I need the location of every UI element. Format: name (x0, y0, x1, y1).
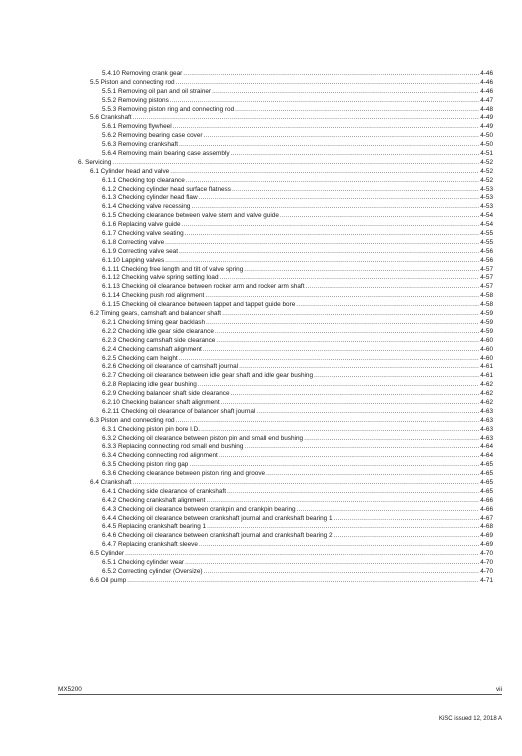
toc-entry[interactable] (78, 319, 493, 328)
toc-leader-dots (179, 141, 479, 150)
toc-entry[interactable] (78, 177, 493, 186)
toc-entry-page: 4-52 (480, 167, 493, 175)
toc-entry-page: 4-63 (480, 407, 493, 415)
toc-leader-dots (199, 541, 479, 550)
toc-leader-dots (185, 230, 479, 239)
toc-entry-title: 6.1.11 Checking free length and tilt of valve spring (102, 265, 244, 273)
toc-entry[interactable] (78, 239, 493, 248)
toc-entry-title: 6.2.5 Checking cam height (102, 354, 178, 362)
toc-entry-title: 6.4.6 Checking oil clearance between crankshaft journal and crankshaft bearing 2 (102, 532, 333, 540)
toc-leader-dots (297, 506, 480, 515)
toc-entry[interactable] (78, 497, 493, 506)
toc-entry[interactable] (78, 141, 493, 150)
toc-entry-title: 6.2.8 Replacing idle gear bushing (102, 381, 197, 389)
toc-entry[interactable] (78, 274, 493, 283)
toc-leader-dots (235, 106, 479, 115)
toc-leader-dots (198, 381, 479, 390)
toc-entry-title: 5.6.1 Removing flywheel (102, 123, 172, 131)
toc-leader-dots (296, 301, 479, 310)
toc-entry[interactable] (78, 79, 493, 88)
toc-entry-title: 6.1.7 Checking valve seating (102, 230, 184, 238)
toc-entry-page: 4-64 (480, 443, 493, 451)
toc-entry-title: 6.1.5 Checking clearance between valve stem and valve guide (102, 212, 279, 220)
toc-entry[interactable] (78, 435, 493, 444)
toc-leader-dots (227, 488, 479, 497)
toc-entry-page: 4-62 (480, 381, 493, 389)
toc-entry-title: 6.3.2 Checking oil clearance between piston pin and small end bushing (102, 434, 304, 442)
toc-leader-dots (191, 203, 479, 212)
toc-entry[interactable] (78, 515, 493, 524)
toc-leader-dots (133, 479, 480, 488)
toc-entry-page: 4-54 (480, 212, 493, 220)
toc-entry[interactable] (78, 123, 493, 132)
table-of-contents (78, 70, 493, 586)
toc-entry[interactable] (78, 168, 493, 177)
toc-entry[interactable] (78, 132, 493, 141)
toc-entry[interactable] (78, 301, 493, 310)
toc-entry[interactable] (78, 523, 493, 532)
toc-entry-page: 4-60 (480, 336, 493, 344)
toc-leader-dots (305, 283, 479, 292)
toc-entry[interactable] (78, 355, 493, 364)
toc-leader-dots (221, 399, 480, 408)
toc-entry-title: 5.5.2 Removing pistons (102, 96, 169, 104)
toc-entry-title: 6. Servicing (78, 158, 112, 166)
toc-entry-title: 6.4.1 Checking side clearance of crankshaft (102, 487, 226, 495)
toc-entry-title: 5.6.4 Removing main bearing case assembly (102, 150, 230, 158)
toc-entry-page: 4-63 (480, 416, 493, 424)
toc-entry-page: 4-51 (480, 150, 493, 158)
toc-entry[interactable] (78, 506, 493, 515)
toc-entry-page: 4-71 (480, 576, 493, 584)
toc-entry-page: 4-61 (480, 363, 493, 371)
toc-entry-page: 4-48 (480, 105, 493, 113)
toc-entry-page: 4-65 (480, 470, 493, 478)
toc-leader-dots (314, 372, 479, 381)
toc-entry-title: 6.2.4 Checking camshaft alignment (102, 345, 202, 353)
toc-entry-page: 4-57 (480, 283, 493, 291)
toc-leader-dots (176, 79, 480, 88)
toc-entry-title: 6.2.9 Checking balancer shaft side clearance (102, 390, 230, 398)
toc-entry-page: 4-62 (480, 398, 493, 406)
toc-entry-page: 4-58 (480, 292, 493, 300)
toc-entry-title: 6.5 Cylinder (90, 550, 125, 558)
toc-entry-title: 6.5.2 Correcting cylinder (Oversize) (102, 567, 203, 575)
toc-entry[interactable] (78, 337, 493, 346)
toc-entry[interactable] (78, 310, 493, 319)
toc-leader-dots (206, 497, 479, 506)
toc-entry-page: 4-65 (480, 461, 493, 469)
toc-entry[interactable] (78, 417, 493, 426)
toc-entry[interactable] (78, 550, 493, 559)
toc-entry-title: 6.2.1 Checking timing gear backlash (102, 318, 206, 326)
toc-entry[interactable] (78, 577, 493, 586)
toc-entry[interactable] (78, 390, 493, 399)
toc-entry-page: 4-67 (480, 514, 493, 522)
footer-model: MX5200 (58, 686, 82, 693)
toc-leader-dots (256, 408, 479, 417)
toc-entry[interactable] (78, 159, 493, 168)
toc-leader-dots (216, 337, 479, 346)
toc-leader-dots (204, 568, 480, 577)
toc-entry-title: 6.4.4 Checking oil clearance between crankshaft journal and crankshaft bearing 1 (102, 514, 333, 522)
toc-entry-title: 6.2.11 Checking oil clearance of balancer shaft journal (102, 407, 256, 415)
toc-entry-title: 6.4.3 Checking oil clearance between crankpin and crankpin bearing (102, 505, 296, 513)
toc-entry-page: 4-53 (480, 203, 493, 211)
toc-entry[interactable] (78, 257, 493, 266)
toc-entry-title: 6.1.8 Correcting valve (102, 238, 165, 246)
toc-entry[interactable] (78, 328, 493, 337)
toc-entry-page: 4-52 (480, 176, 493, 184)
toc-entry[interactable] (78, 408, 493, 417)
toc-entry-page: 4-47 (480, 96, 493, 104)
toc-entry-page: 4-56 (480, 256, 493, 264)
toc-entry-page: 4-70 (480, 567, 493, 575)
toc-leader-dots (183, 70, 479, 79)
toc-entry[interactable] (78, 283, 493, 292)
toc-entry-title: 6.1.9 Correcting valve seat (102, 247, 179, 255)
toc-entry-title: 5.5 Piston and connecting rod (90, 78, 175, 86)
toc-entry[interactable] (78, 97, 493, 106)
toc-leader-dots (206, 319, 479, 328)
toc-leader-dots (204, 132, 480, 141)
toc-entry[interactable] (78, 194, 493, 203)
toc-entry-title: 6.3.5 Checking piston ring gap (102, 461, 189, 469)
toc-entry[interactable] (78, 568, 493, 577)
toc-entry-page: 4-66 (480, 496, 493, 504)
toc-entry-page: 4-46 (480, 70, 493, 77)
toc-leader-dots (185, 559, 479, 568)
toc-leader-dots (304, 435, 479, 444)
toc-entry-page: 4-69 (480, 532, 493, 540)
toc-leader-dots (244, 266, 479, 275)
toc-entry-page: 4-59 (480, 327, 493, 335)
toc-entry-title: 6.2.2 Checking idle gear side clearance (102, 327, 214, 335)
toc-entry-title: 6.1.12 Checking valve spring setting load (102, 274, 219, 282)
toc-leader-dots (215, 328, 479, 337)
toc-entry[interactable] (78, 292, 493, 301)
toc-leader-dots (220, 274, 480, 283)
toc-entry-page: 4-50 (480, 132, 493, 140)
toc-entry-page: 4-53 (480, 185, 493, 193)
toc-entry-page: 4-54 (480, 221, 493, 229)
toc-entry-title: 5.6 Crankshaft (90, 114, 132, 122)
toc-entry-page: 4-46 (480, 87, 493, 95)
toc-leader-dots (170, 168, 479, 177)
toc-entry[interactable] (78, 266, 493, 275)
toc-entry[interactable] (78, 443, 493, 452)
toc-leader-dots (232, 186, 479, 195)
toc-entry-title: 6.2.6 Checking oil clearance of camshaft journal (102, 363, 239, 371)
toc-entry-title: 6.1.15 Checking oil clearance between tappet and tappet guide bore (102, 301, 296, 309)
toc-entry-page: 4-61 (480, 372, 493, 380)
toc-leader-dots (186, 177, 479, 186)
toc-entry-page: 4-63 (480, 425, 493, 433)
toc-entry[interactable] (78, 399, 493, 408)
toc-leader-dots (133, 114, 480, 123)
toc-leader-dots (173, 123, 480, 132)
toc-leader-dots (170, 97, 479, 106)
toc-leader-dots (231, 390, 480, 399)
toc-entry-page: 4-70 (480, 558, 493, 566)
toc-entry-title: 6.2.10 Checking balancer shaft alignment (102, 398, 220, 406)
toc-entry-page: 4-60 (480, 345, 493, 353)
toc-entry-title: 6.1 Cylinder head and valve (90, 167, 170, 175)
toc-leader-dots (219, 452, 479, 461)
toc-entry-title: 6.3.3 Replacing connecting rod small end bushing (102, 443, 244, 451)
toc-entry-title: 6.1.13 Checking oil clearance between rocker arm and rocker arm shaft (102, 283, 305, 291)
toc-entry[interactable] (78, 230, 493, 239)
toc-entry-page: 4-65 (480, 478, 493, 486)
toc-entry-title: 6.3.6 Checking clearance between piston ring and groove (102, 470, 266, 478)
toc-leader-dots (212, 88, 479, 97)
toc-entry[interactable] (78, 70, 493, 79)
toc-entry-page: 4-62 (480, 390, 493, 398)
toc-leader-dots (222, 310, 479, 319)
toc-entry-page: 4-68 (480, 523, 493, 531)
toc-leader-dots (165, 239, 479, 248)
toc-entry-title: 6.2.3 Checking camshaft side clearance (102, 336, 216, 344)
toc-leader-dots (125, 550, 479, 559)
toc-entry[interactable] (78, 106, 493, 115)
toc-entry[interactable] (78, 461, 493, 470)
toc-entry-title: 6.4.5 Replacing crankshaft bearing 1 (102, 523, 207, 531)
toc-entry-title: 6.1.2 Checking cylinder head surface flatness (102, 185, 231, 193)
toc-leader-dots (179, 355, 480, 364)
toc-entry-title: 6.1.14 Checking push rod alignment (102, 292, 205, 300)
toc-leader-dots (189, 461, 479, 470)
toc-entry-page: 4-66 (480, 505, 493, 513)
toc-entry-title: 6.3.1 Checking piston pin bore I.D. (102, 425, 201, 433)
toc-entry-page: 4-70 (480, 550, 493, 558)
toc-leader-dots (334, 532, 480, 541)
toc-entry-page: 4-57 (480, 274, 493, 282)
toc-leader-dots (179, 248, 479, 257)
toc-entry-page: 4-55 (480, 230, 493, 238)
toc-entry-title: 6.3 Piston and connecting rod (90, 416, 175, 424)
toc-entry-title: 6.3.4 Checking connecting rod alignment (102, 452, 218, 460)
toc-leader-dots (205, 292, 479, 301)
toc-entry-title: 5.4.10 Removing crank gear (102, 70, 183, 77)
toc-entry-title: 6.1.10 Lapping valves (102, 256, 165, 264)
toc-entry-title: 6.1.4 Checking valve recessing (102, 203, 191, 211)
toc-entry-page: 4-65 (480, 487, 493, 495)
toc-entry[interactable] (78, 212, 493, 221)
toc-leader-dots (182, 221, 480, 230)
toc-entry[interactable] (78, 221, 493, 230)
toc-entry-title: 6.2.7 Checking oil clearance between idle gear shaft and idle gear bushing (102, 372, 314, 380)
toc-entry-page: 4-53 (480, 194, 493, 202)
footer-page-number: vii (495, 686, 502, 693)
toc-entry[interactable] (78, 381, 493, 390)
toc-entry-title: 6.5.1 Checking cylinder wear (102, 558, 185, 566)
toc-leader-dots (199, 194, 480, 203)
toc-leader-dots (176, 417, 480, 426)
toc-entry-page: 4-52 (480, 158, 493, 166)
toc-entry-page: 4-46 (480, 78, 493, 86)
toc-entry[interactable] (78, 559, 493, 568)
toc-entry-page: 4-60 (480, 354, 493, 362)
toc-entry[interactable] (78, 114, 493, 123)
toc-leader-dots (203, 346, 479, 355)
toc-entry-title: 5.6.3 Removing crankshaft (102, 141, 179, 149)
toc-entry[interactable] (78, 363, 493, 372)
toc-entry-page: 4-57 (480, 265, 493, 273)
toc-entry[interactable] (78, 346, 493, 355)
toc-entry-page: 4-59 (480, 310, 493, 318)
toc-entry-page: 4-50 (480, 141, 493, 149)
toc-entry[interactable] (78, 488, 493, 497)
toc-entry[interactable] (78, 372, 493, 381)
toc-leader-dots (334, 515, 480, 524)
issued-note: KiSC issued 12, 2018 A (438, 716, 502, 722)
toc-entry-title: 6.1.1 Checking top clearance (102, 176, 185, 184)
toc-entry-page: 4-63 (480, 434, 493, 442)
toc-entry-title: 6.1.6 Replacing valve guide (102, 221, 181, 229)
toc-entry[interactable] (78, 88, 493, 97)
toc-leader-dots (231, 150, 480, 159)
toc-leader-dots (165, 257, 479, 266)
toc-entry-page: 4-49 (480, 123, 493, 131)
toc-leader-dots (280, 212, 479, 221)
toc-leader-dots (239, 363, 479, 372)
toc-entry-title: 5.6.2 Removing bearing case cover (102, 132, 203, 140)
toc-entry[interactable] (78, 203, 493, 212)
toc-entry-title: 6.4.2 Checking crankshaft alignment (102, 496, 206, 504)
toc-entry[interactable] (78, 186, 493, 195)
toc-entry-title: 6.2 Timing gears, camshaft and balancer shaft (90, 310, 222, 318)
toc-leader-dots (244, 443, 479, 452)
toc-entry-page: 4-49 (480, 114, 493, 122)
toc-entry[interactable] (78, 248, 493, 257)
toc-entry-page: 4-58 (480, 301, 493, 309)
toc-leader-dots (201, 426, 479, 435)
toc-entry-page: 4-59 (480, 318, 493, 326)
toc-entry-title: 6.6 Oil pump (90, 576, 127, 584)
toc-leader-dots (207, 523, 479, 532)
toc-leader-dots (112, 159, 479, 168)
toc-entry-title: 6.1.3 Checking cylinder head flaw (102, 194, 198, 202)
toc-entry-page: 4-64 (480, 452, 493, 460)
toc-entry[interactable] (78, 541, 493, 550)
toc-entry[interactable] (78, 470, 493, 479)
toc-entry[interactable] (78, 479, 493, 488)
toc-entry[interactable] (78, 150, 493, 159)
toc-entry-page: 4-55 (480, 238, 493, 246)
toc-entry-title: 6.4.7 Replacing crankshaft sleeve (102, 541, 198, 549)
toc-entry-title: 6.4 Crankshaft (90, 478, 132, 486)
toc-leader-dots (266, 470, 479, 479)
footer-divider (58, 694, 502, 695)
toc-entry[interactable] (78, 426, 493, 435)
toc-entry-title: 5.5.1 Removing oil pan and oil strainer (102, 87, 212, 95)
toc-entry-page: 4-69 (480, 541, 493, 549)
toc-entry[interactable] (78, 452, 493, 461)
toc-leader-dots (127, 577, 479, 586)
toc-entry[interactable] (78, 532, 493, 541)
toc-entry-page: 4-56 (480, 247, 493, 255)
toc-entry-title: 5.5.3 Removing piston ring and connecting rod (102, 105, 235, 113)
